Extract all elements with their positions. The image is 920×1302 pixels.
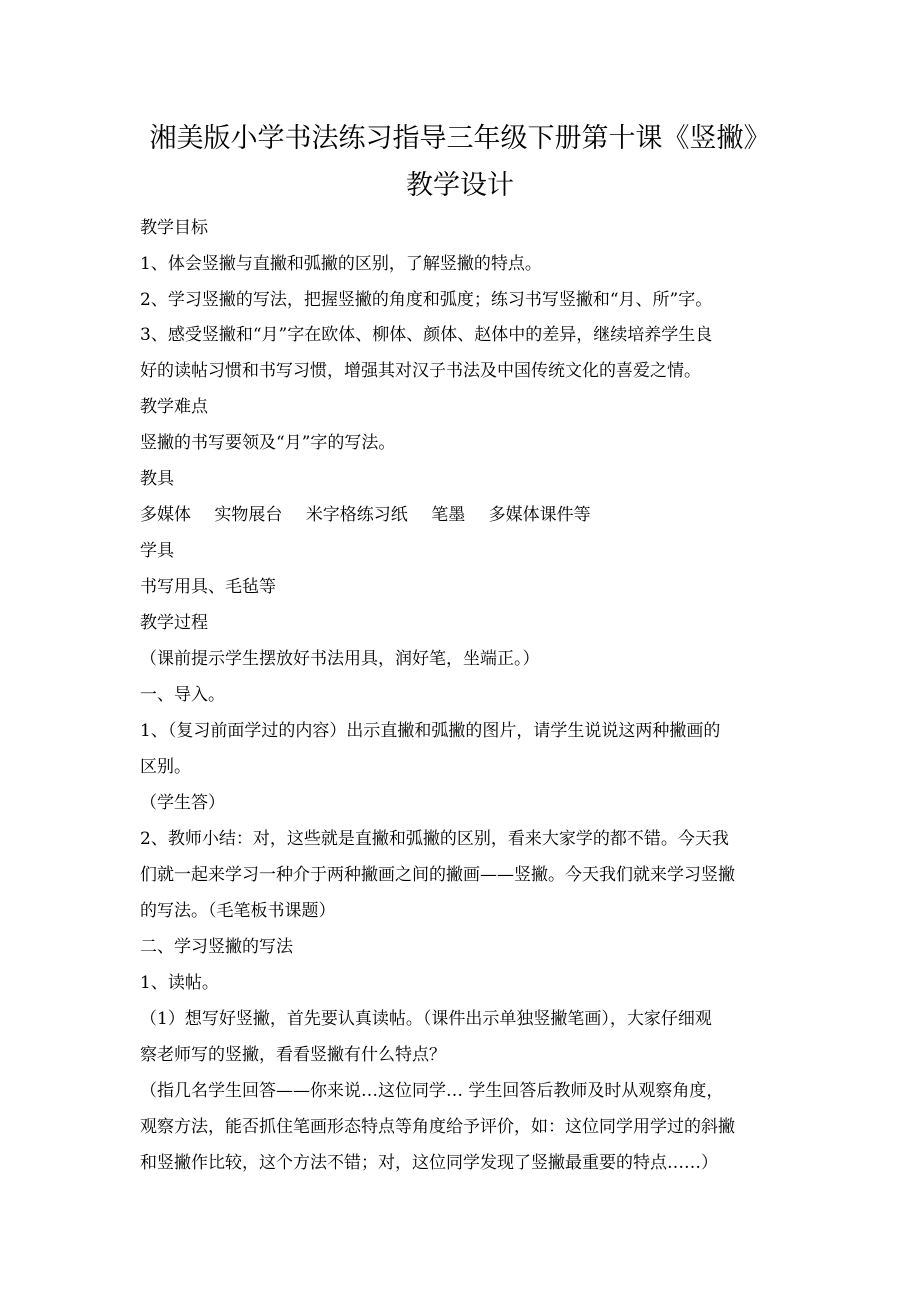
section-1-item-1-line-1: 1、（复习前面学过的内容）出示直撇和弧撇的图片，请学生说说这两种撇画的 (140, 721, 721, 741)
difficulty-text: 竖撇的书写要领及“月”字的写法。 (140, 433, 396, 453)
process-prep-note: （课前提示学生摆放好书法用具，润好笔，坐端正。） (140, 649, 540, 669)
section-2-sub-1-line-1: （1）想写好竖撇，首先要认真读帖。（课件出示单独竖撇笔画），大家仔细观 (140, 1009, 712, 1029)
objective-item-3-line-1: 3、感受竖撇和“月”字在欧体、柳体、颜体、赵体中的差异，继续培养学生良 (140, 325, 713, 345)
section-2-note-line-1: （指几名学生回答——你来说…这位同学… 学生回答后教师及时从观察角度， (140, 1081, 724, 1101)
objectives-heading: 教学目标 (140, 218, 208, 238)
teaching-tools-heading: 教具 (140, 469, 174, 489)
section-2-item-1: 1、读帖。 (140, 973, 219, 993)
section-2-title: 二、学习竖撇的写法 (140, 937, 293, 957)
objective-item-1: 1、体会竖撇与直撇和弧撇的区别，了解竖撇的特点。 (140, 254, 542, 274)
process-heading: 教学过程 (140, 613, 208, 633)
teaching-tool-item: 实物展台 (214, 505, 283, 525)
section-2-note-line-3: 和竖撇作比较，这个方法不错；对，这位同学发现了竖撇最重要的特点……） (140, 1153, 718, 1173)
teaching-tool-item: 米字格练习纸 (305, 505, 408, 525)
teaching-tool-item: 多媒体课件等 (488, 505, 591, 525)
student-tools-heading: 学具 (140, 541, 174, 561)
section-1-item-1-line-2: 区别。 (140, 757, 191, 777)
section-1-item-2-line-2: 们就一起来学习一种介于两种撇画之间的撇画——竖撇。今天我们就来学习竖撇 (140, 865, 735, 885)
teaching-tool-item: 多媒体 (140, 505, 191, 525)
section-2-note-line-2: 观察方法，能否抓住笔画形态特点等角度给予评价，如：这位同学用学过的斜撇 (140, 1117, 735, 1137)
difficulty-heading: 教学难点 (140, 397, 208, 417)
document-title-line-1: 湘美版小学书法练习指导三年级下册第十课《竖撇》 (149, 123, 771, 154)
section-1-title: 一、导入。 (140, 685, 225, 705)
teaching-tool-item: 笔墨 (431, 505, 466, 525)
document-title-line-2: 教学设计 (406, 170, 514, 201)
student-tools-text: 书写用具、毛毡等 (140, 577, 276, 597)
section-1-item-2-line-3: 的写法。（毛笔板书课题） (140, 901, 336, 921)
section-1-item-2-line-1: 2、教师小结：对，这些就是直撇和弧撇的区别，看来大家学的都不错。今天我 (140, 829, 729, 849)
teaching-tools-list (140, 503, 591, 527)
section-1-student-answer: （学生答） (140, 793, 225, 813)
section-2-sub-1-line-2: 察老师写的竖撇，看看竖撇有什么特点？ (140, 1045, 446, 1065)
objective-item-2: 2、学习竖撇的写法，把握竖撇的角度和弧度；练习书写竖撇和“月、所”字。 (140, 290, 713, 310)
objective-item-3-line-2: 好的读帖习惯和书写习惯，增强其对汉子书法及中国传统文化的喜爱之情。 (140, 361, 701, 381)
